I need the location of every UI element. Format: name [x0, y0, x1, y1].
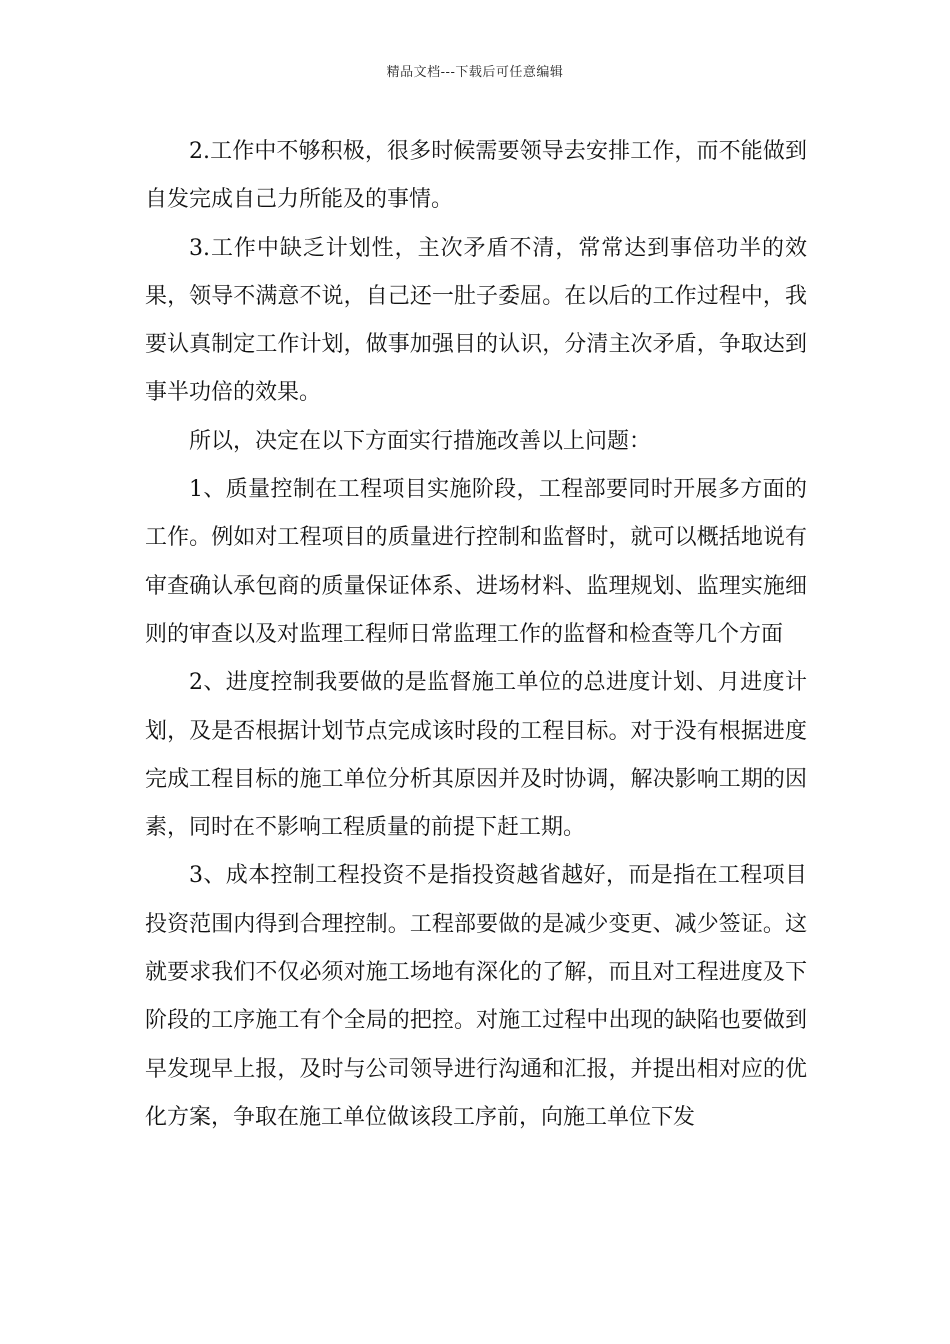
page-header: 精品文档---下载后可任意编辑 [386, 65, 564, 80]
document-body [145, 128, 807, 1142]
paragraph-work-initiative: 2.工作中不够积极，很多时候需要领导去安排工作，而不能做到自发完成自己力所能及的事情。 [145, 139, 807, 213]
paragraph-improvement-intro: 所以，决定在以下方面实行措施改善以上问题： [189, 428, 652, 454]
paragraph-quality-control: 1、质量控制在工程项目实施阶段，工程部要同时开展多方面的工作。例如对工程项目的质量进行控制和监督时，就可以概括地说有审查确认承包商的质量保证体系、进场材料、监理规划、监理实施细则的审查以及对监理工程师日常监理工作的监督和检查等几个方面 [145, 477, 807, 647]
paragraph-work-planning: 3.工作中缺乏计划性，主次矛盾不清，常常达到事倍功半的效果，领导不满意不说，自己还一肚子委屈。在以后的工作过程中，我要认真制定工作计划，做事加强目的认识，分清主次矛盾，争取达到事半功倍的效果。 [145, 235, 807, 406]
paragraph-cost-control: 3、成本控制工程投资不是指投资越省越好，而是指在工程项目投资范围内得到合理控制。工程部要做的是减少变更、减少签证。这就要求我们不仅必须对施工场地有深化的了解，而且对工程进度及下阶段的工序施工有个全局的把控。对施工过程中出现的缺陷也要做到早发现早上报，及时与公司领导进行沟通和汇报，并提出相对应的优化方案，争取在施工单位做该段工序前，向施工单位下发 [145, 863, 807, 1130]
paragraph-schedule-control: 2、进度控制我要做的是监督施工单位的总进度计划、月进度计划，及是否根据计划节点完成该时段的工程目标。对于没有根据进度完成工程目标的施工单位分析其原因并及时协调，解决影响工期的因素，同时在不影响工程质量的前提下赶工期。 [145, 670, 807, 841]
